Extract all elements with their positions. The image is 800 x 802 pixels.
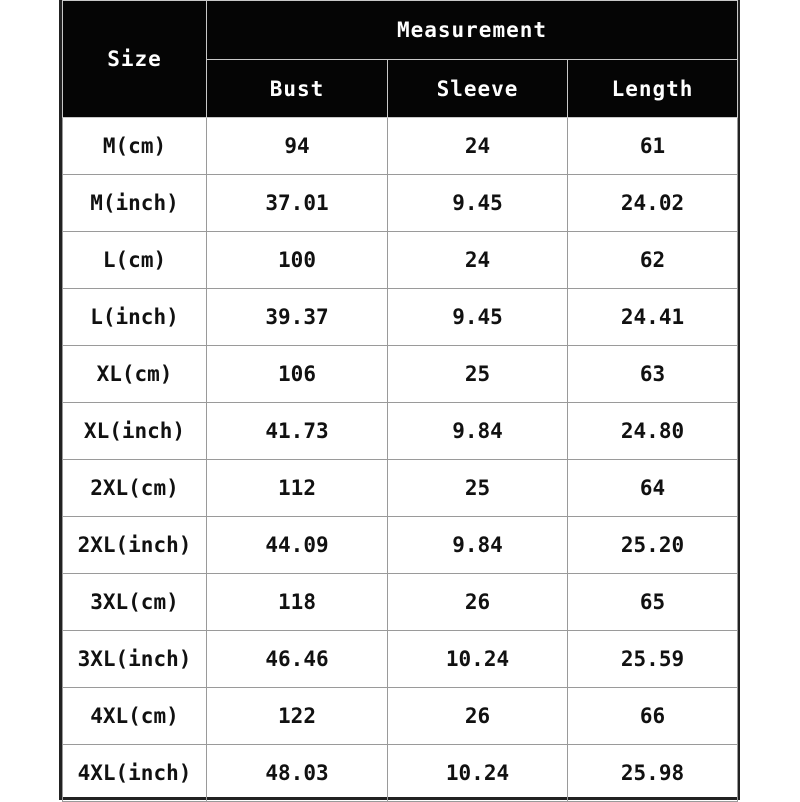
table-row [63, 289, 738, 346]
bust-cell: 39.37 [207, 289, 388, 346]
table-row [63, 688, 738, 745]
table-row [63, 403, 738, 460]
bust-cell: 118 [207, 574, 388, 631]
size-column-header: Size [63, 1, 207, 118]
size-cell: 3XL(cm) [63, 574, 207, 631]
bust-cell: 100 [207, 232, 388, 289]
length-cell: 64 [568, 460, 738, 517]
size-cell: XL(inch) [63, 403, 207, 460]
sleeve-cell: 24 [388, 118, 568, 175]
bust-column-header: Bust [207, 60, 388, 118]
size-chart-table [62, 0, 738, 802]
length-cell: 66 [568, 688, 738, 745]
bust-cell: 94 [207, 118, 388, 175]
bust-cell: 112 [207, 460, 388, 517]
bust-cell: 106 [207, 346, 388, 403]
sleeve-cell: 10.24 [388, 631, 568, 688]
sleeve-cell: 25 [388, 460, 568, 517]
length-column-header: Length [568, 60, 738, 118]
size-cell: 2XL(inch) [63, 517, 207, 574]
table-row [63, 745, 738, 802]
size-cell: 4XL(cm) [63, 688, 207, 745]
table-row [63, 517, 738, 574]
sleeve-cell: 9.45 [388, 289, 568, 346]
sleeve-cell: 10.24 [388, 745, 568, 802]
length-cell: 65 [568, 574, 738, 631]
bust-cell: 122 [207, 688, 388, 745]
bust-cell: 41.73 [207, 403, 388, 460]
table-body [63, 118, 738, 802]
table-row [63, 346, 738, 403]
sleeve-cell: 9.84 [388, 403, 568, 460]
sleeve-cell: 26 [388, 574, 568, 631]
length-cell: 24.02 [568, 175, 738, 232]
length-cell: 61 [568, 118, 738, 175]
length-cell: 25.20 [568, 517, 738, 574]
measurement-group-header: Measurement [207, 1, 738, 60]
sleeve-cell: 25 [388, 346, 568, 403]
bust-cell: 37.01 [207, 175, 388, 232]
sleeve-cell: 24 [388, 232, 568, 289]
size-cell: M(inch) [63, 175, 207, 232]
sleeve-cell: 9.45 [388, 175, 568, 232]
bust-cell: 46.46 [207, 631, 388, 688]
length-cell: 24.80 [568, 403, 738, 460]
sleeve-cell: 9.84 [388, 517, 568, 574]
length-cell: 62 [568, 232, 738, 289]
size-cell: 4XL(inch) [63, 745, 207, 802]
bust-cell: 48.03 [207, 745, 388, 802]
table-row [63, 232, 738, 289]
table-row [63, 631, 738, 688]
size-cell: L(inch) [63, 289, 207, 346]
table-row [63, 175, 738, 232]
size-cell: L(cm) [63, 232, 207, 289]
size-cell: 2XL(cm) [63, 460, 207, 517]
length-cell: 63 [568, 346, 738, 403]
table-row [63, 118, 738, 175]
table-header [63, 1, 738, 118]
table-row [63, 574, 738, 631]
table-row [63, 460, 738, 517]
length-cell: 25.59 [568, 631, 738, 688]
length-cell: 24.41 [568, 289, 738, 346]
bust-cell: 44.09 [207, 517, 388, 574]
size-cell: XL(cm) [63, 346, 207, 403]
size-cell: M(cm) [63, 118, 207, 175]
size-chart [59, 0, 740, 800]
size-cell: 3XL(inch) [63, 631, 207, 688]
sleeve-column-header: Sleeve [388, 60, 568, 118]
length-cell: 25.98 [568, 745, 738, 802]
sleeve-cell: 26 [388, 688, 568, 745]
